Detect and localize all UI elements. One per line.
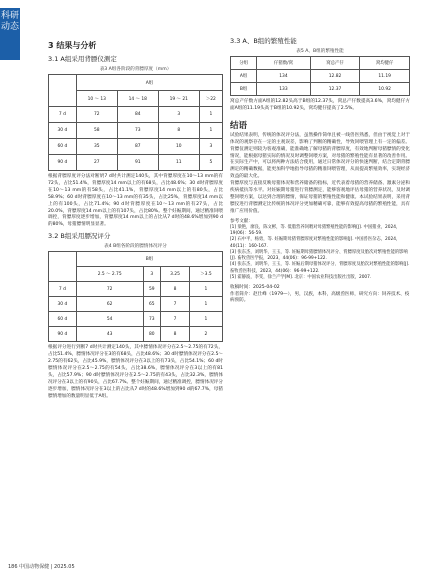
column-header: 窝均健仔 [360, 57, 410, 70]
row-label: 30 d [49, 123, 77, 139]
cell: 10 [158, 139, 199, 155]
cell: 73 [117, 123, 158, 139]
row-label: 7 d [49, 282, 77, 297]
reference-item: [4] 张东杰，刘明华，王玉，等. 妊娠后期母猪体况评分、背膘厚度及胎次对繁殖性能的影响[J]. 畜牧兽医科技，2023，44(06)：96-99+122. [230, 262, 410, 274]
table-row [49, 312, 223, 327]
column-header: 分组 [231, 57, 257, 70]
subsection-b-heading: 3.2 B组采用膘况评分 [48, 232, 111, 241]
table-row [231, 70, 410, 83]
cell: 10.92 [360, 83, 410, 96]
row-label: A组 [231, 70, 257, 83]
column-header: 窝总产仔 [310, 57, 360, 70]
cell: 1 [199, 107, 222, 123]
cell: 2 [189, 327, 222, 342]
row-label: 60 d [49, 312, 77, 327]
row-label: 60 d [49, 139, 77, 155]
body-score-table [48, 251, 223, 342]
cell: 5 [199, 155, 222, 171]
cell: 8 [161, 282, 190, 297]
paragraph: 试验结果表明，传统的体况评分法，虽然操作简单且被一线兽医熟悉，但由于视觉上对于体况的观察存在一定的主观误差，影响了判断的精确性，导致饲喂管理上有一定的偏差。背膘仪测定则较为客观准确，能准确地了解母猪的背膘厚度，有效地判断母猪膘情的变化情况，能根据母猪实际的情况及时调整饲喂方案，对母猪的繁殖性能有显著的改善作用。在实际生产中，可以将两种方法结合使用，通过日常体况评分的快速判断，结合定期背膘测定的精确数据，能更加科学地指导母猪的精准饲喂管理，从而提高繁殖效率，实现经济效益的最大化。 [230, 132, 410, 180]
row-label: B组 [231, 83, 257, 96]
table5-caption: 表5 A、B组的繁殖性能 [296, 49, 344, 54]
cell: 1 [199, 123, 222, 139]
table-group-label: B组 [76, 252, 222, 267]
cell: 59 [143, 282, 161, 297]
results-heading: 3 结果与分析 [48, 41, 97, 50]
author-bio: 作者简介：赵仕峰（1979—），男，汉族，本科，高级兽医师，研究方向：饲养技术、疫病预防。 [230, 291, 410, 304]
cell: 27 [76, 155, 117, 171]
cell: 73 [143, 312, 161, 327]
cell: 1 [189, 297, 222, 312]
conclusion-heading: 结语 [230, 120, 248, 131]
column-header: 3.25 [161, 267, 190, 282]
table4-caption: 表4 B组各阶段的膘情体况评分 [104, 244, 167, 250]
cell: 62 [76, 297, 143, 312]
table-row [49, 123, 223, 139]
cell: 65 [143, 297, 161, 312]
cell: 1 [189, 312, 222, 327]
cell: 8 [161, 327, 190, 342]
cell: 87 [117, 139, 158, 155]
reference-item: [3] 张东杰，刘明华，王玉，等. 妊娠期母猪膘情体况评分、背膘厚度及胎次对繁殖性能的影响[J]. 畜牧兽医学报，2023，44(06)：96-99+122. [230, 249, 408, 262]
cell: 7 [161, 312, 190, 327]
table-group-label: A组 [76, 75, 222, 91]
column-header: ＞22 [199, 91, 222, 107]
cell: 3 [199, 139, 222, 155]
row-label: 30 d [49, 297, 77, 312]
column-header: 3 [143, 267, 161, 282]
cell: 134 [257, 70, 311, 83]
column-header: 10 ～ 13 [76, 91, 117, 107]
cell: 12.82 [310, 70, 360, 83]
cell: 84 [117, 107, 158, 123]
column-header: 仔猪数/窝 [257, 57, 311, 70]
cell: 58 [76, 123, 117, 139]
paragraph: 根据背膘厚度评分法对断奶7 d时共计测定140头，其中背膘厚度在10～13 mm的有72头，占比51.4%，背膘厚度14 mm以上的有68头，占比48.6%；30 d时背膘厚度在10～13 mm的有58头，占比41.1%，背膘厚度14 mm以上的有80头，占比58.9%；60 d时背膘厚度在10～13 mm的有35头，占比25%，背膘厚度14 mm以上的有100头，占比71.4%；90 d时背膘厚度在10～13 mm的有27头，占比20.0%，背膘厚度14 mm以上的有107头，占比80%。整个妊娠期间，通过精准饲喂调控，背膘厚度逐步增加，背膘厚度14 mm以上的占比从7 d时的48.6%增加到90 d的80%，母猪膘情明显显著。 [48, 174, 223, 228]
cell: 35 [76, 139, 117, 155]
section-tab [0, 8, 20, 60]
cell: 8 [158, 123, 199, 139]
cell: 12.37 [310, 83, 360, 96]
left-column [48, 40, 223, 401]
column-header: ＞3.5 [189, 267, 222, 282]
table-row [231, 83, 410, 96]
row-label: 7 d [49, 107, 77, 123]
received-date: 收稿时间：2025-04-02 [230, 285, 280, 291]
right-column [230, 36, 410, 305]
reference-item: [2] 石中平，杨勇，等. 妊娠期母猪背膘厚度对繁殖性能的影响[J]. 中国兽医杂志，2024，40(11)：160-167. [230, 237, 401, 249]
paragraph: 窝总产仔数方面A组的12.82头高于B组的12.37头，窝总产仔数提高3.6%，窝均健仔方面A组的11.19头高于B组的10.92头，窝均健仔提高了2.5%。 [230, 99, 410, 111]
cell: 80 [143, 327, 161, 342]
backfat-table [48, 74, 223, 171]
cell: 133 [257, 83, 311, 96]
cell: 72 [76, 107, 117, 123]
cell: 1 [189, 282, 222, 297]
column-header: 14 ～ 18 [117, 91, 158, 107]
cell: 72 [76, 282, 143, 297]
reference-item: [5] 霍静波，李雯，徐兰产学[M]. 北京：中国农业科技出版社出版，2007. [230, 275, 372, 281]
row-label: 90 d [49, 155, 77, 171]
references-heading: 参考文献： [230, 218, 253, 224]
column-header: 19 ～ 21 [158, 91, 199, 107]
cell: 7 [161, 297, 190, 312]
cell: 43 [76, 327, 143, 342]
cell: 11.19 [360, 70, 410, 83]
cell: 54 [76, 312, 143, 327]
reproduction-table [230, 56, 410, 96]
paragraph: 背膘厚度与直接反映母猪体况和营养储备的指标，近代表着母猪的营养储备、激素分泌和疾病抵抗等水平。对妊娠期母猪进行背膘测定，能够客观地评估母猪的营养状况，及时调整饲喂方案，以达到合理的膘情，保证母猪的繁殖性能和健康。本试验结果表明，采用背膘仪进行背膘测定比传统的体况评分更加精确可靠，能够有效提高母猪的繁殖性能，具有推广应用价值。 [230, 181, 410, 214]
column-header: 2.5 ～ 2.75 [76, 267, 143, 282]
row-label: 90 d [49, 327, 77, 342]
table3-caption: 表3 A组各阶段的背膘厚度（mm） [99, 67, 172, 72]
table-row [49, 327, 223, 342]
page-footer: 186 中国动物保健 | 2025.05 [8, 564, 75, 570]
table-row [49, 107, 223, 123]
table-row [49, 282, 223, 297]
reference-item: [1] 梁艳，廖良，陈文彬，等. 低脂营养饲喂对母猪繁殖性能的影响[J]. 中国猪业，2024，19(06)：56-59. [230, 224, 401, 236]
table-row [49, 297, 223, 312]
subsection-c-heading: 3.3 A、B组的繁殖性能 [230, 37, 297, 45]
subsection-a-heading: 3.1 A组采用背膘仪测定 [48, 55, 117, 63]
table-row [49, 139, 223, 155]
cell: 11 [158, 155, 199, 171]
table-row [49, 155, 223, 171]
section-tab-label: 科研动态 [0, 11, 19, 32]
cell: 3 [158, 107, 199, 123]
paragraph: 根据评分进行到断7 d时共计测定140头，其中膘情体况评分在2.5～2.75的有72头，占比51.4%，膘情体况评分在3的有68头，占比48.6%；30 d时膘情体况评分在2.5～2.75的有62头，占比45.9%，膘情体况评分在3以上的有73头，占比54.1%；60 d时膘情体况评分在2.5～2.75的有54头，占比38.6%，膘情体况评分在3以上的有81头，占比57.9%；90 d时膘情体况评分在2.5～2.75的有43头，占比32.3%，膘情体况评分在3以上的有90头，占比67.7%。整个妊娠期间，通过精准调控，膘情体况评分逐步增加，膘情体况评分在3以上的占比从7 d时的48.6%增加到90 d的67.7%，母猪膘情增加的数量明显低于A组。 [48, 345, 223, 399]
cell: 91 [117, 155, 158, 171]
